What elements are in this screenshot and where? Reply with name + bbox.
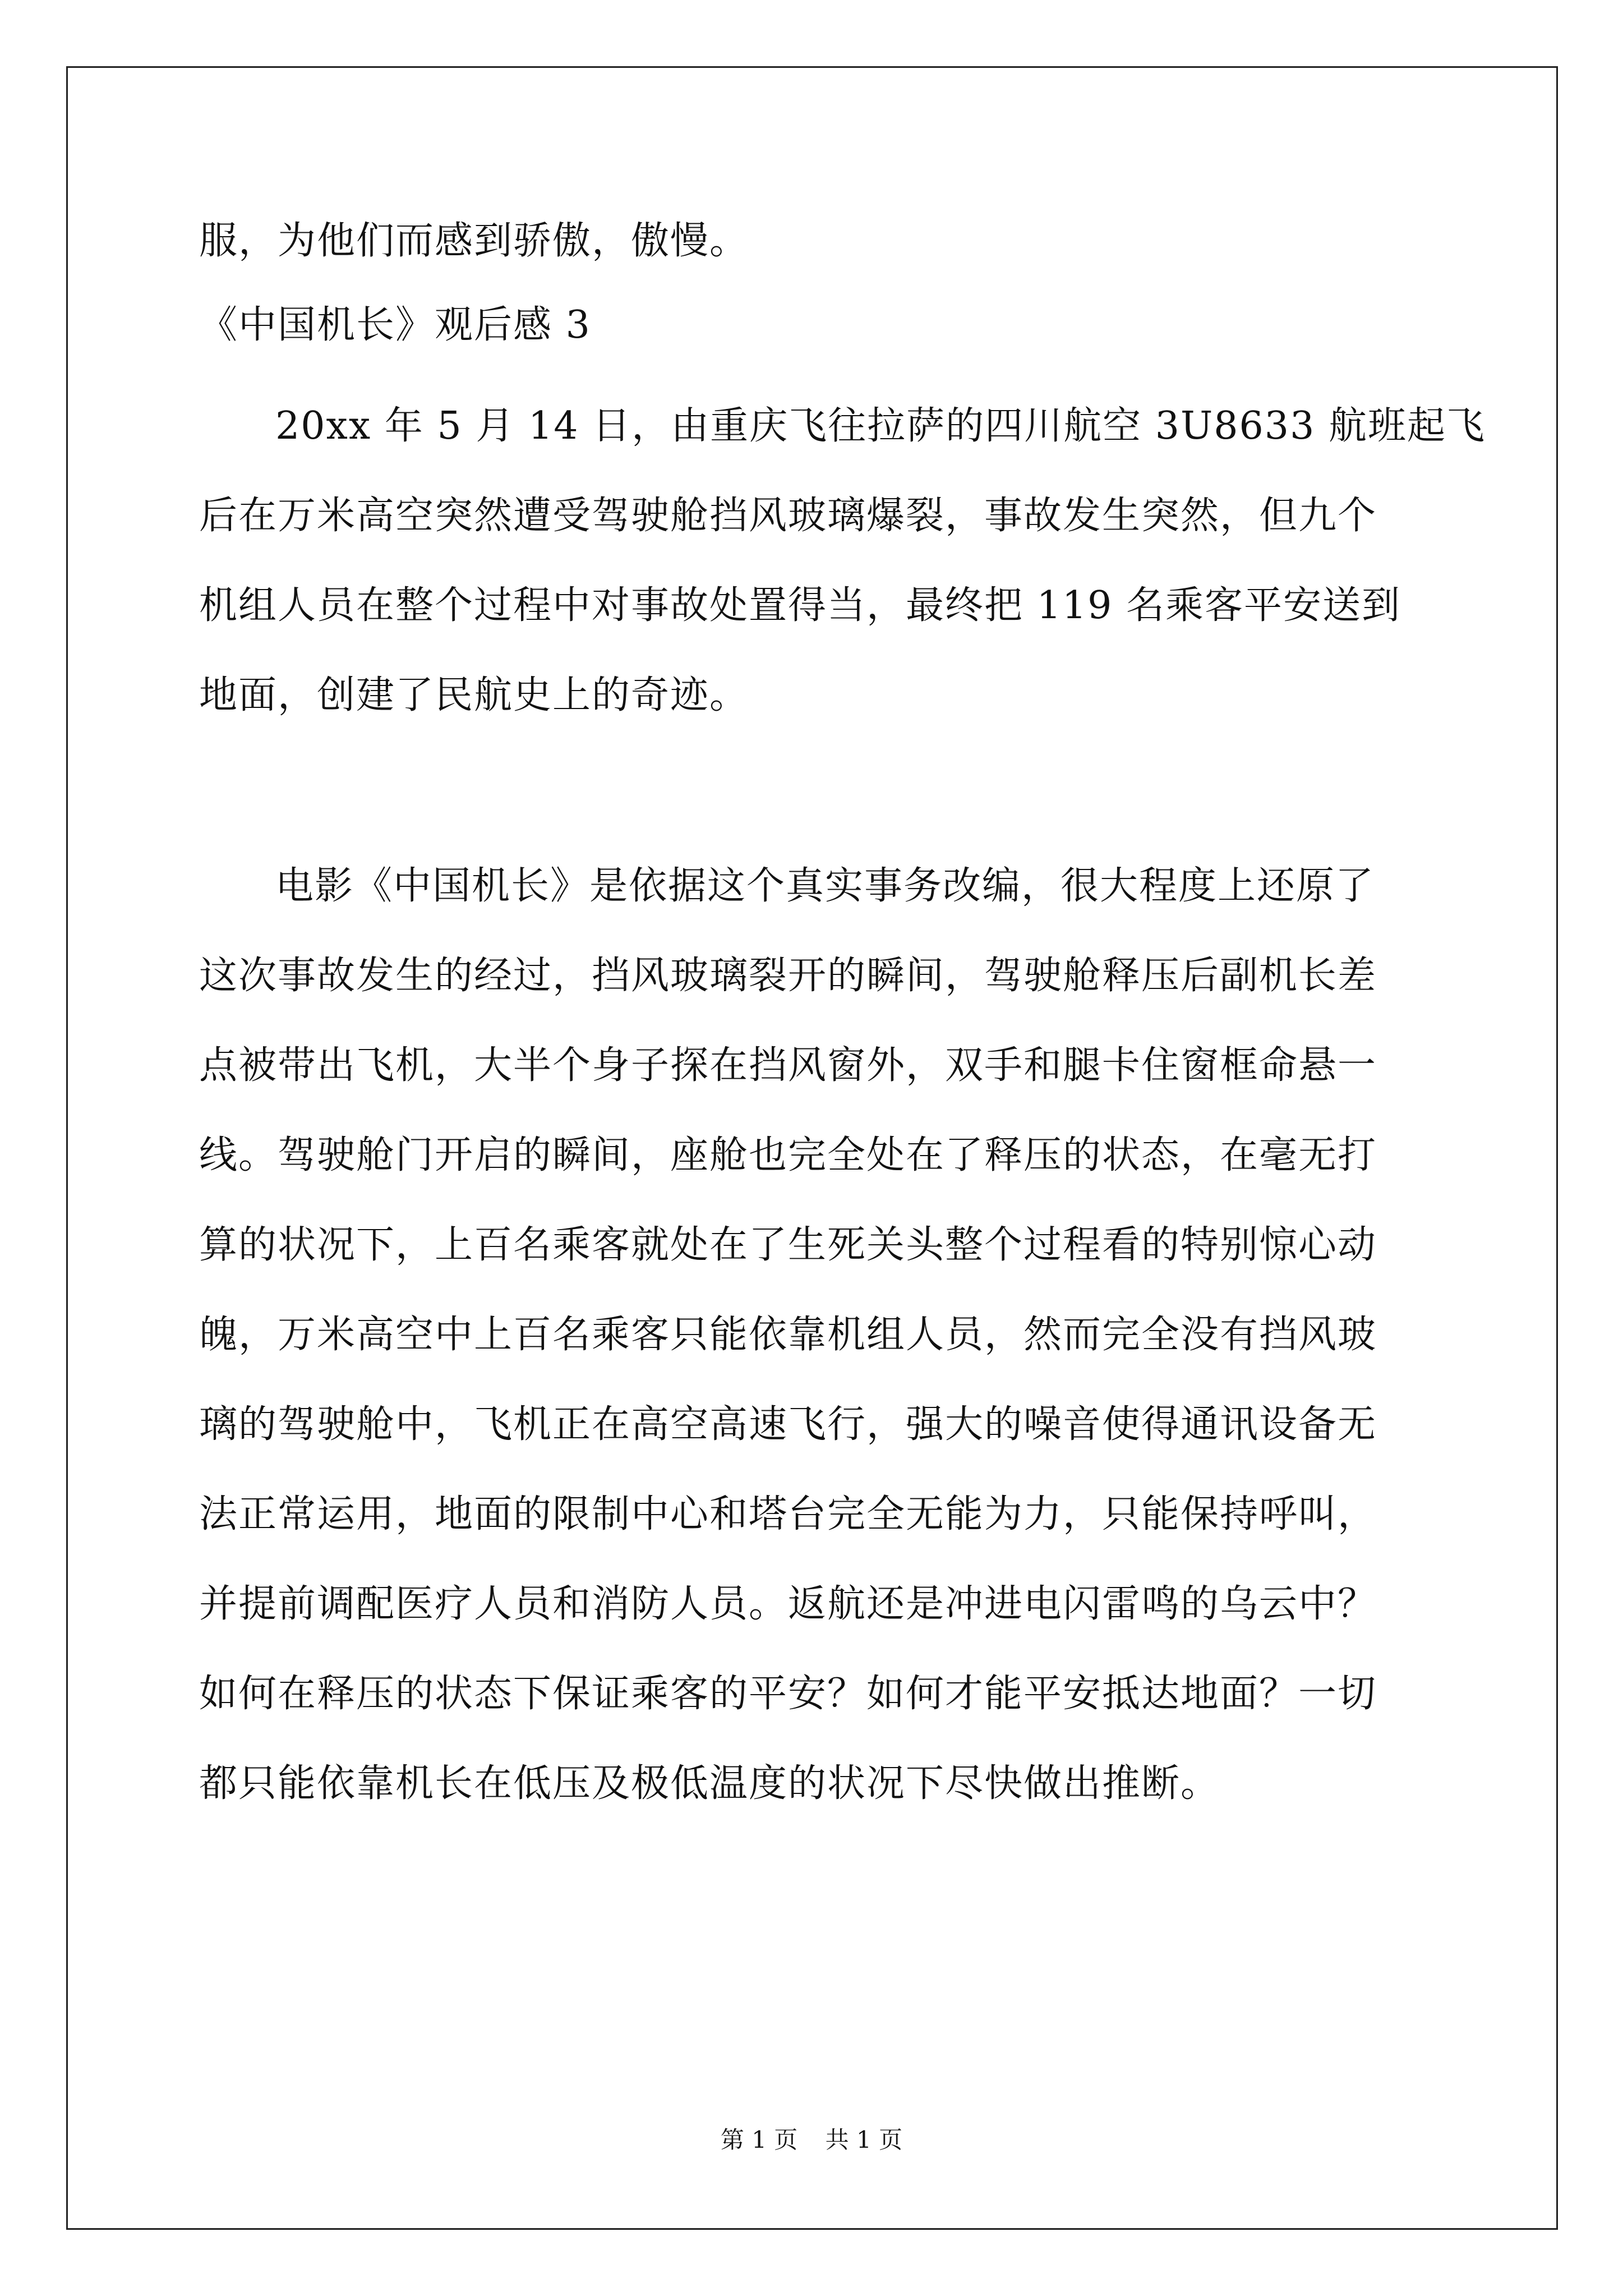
text-line: 如何在释压的状态下保证乘客的平安？如何才能平安抵达地面？一切 bbox=[199, 1672, 1377, 1716]
text-line: 机组人员在整个过程中对事故处置得当，最终把 119 名乘客平安送到 bbox=[199, 583, 1401, 628]
text-line: 算的状况下，上百名乘客就处在了生死关头整个过程看的特别惊心动 bbox=[199, 1223, 1377, 1267]
page-footer bbox=[0, 2126, 1623, 2154]
text-line: 这次事故发生的经过，挡风玻璃裂开的瞬间，驾驶舱释压后副机长差 bbox=[199, 954, 1377, 998]
text-line: 魄，万米高空中上百名乘客只能依靠机组人员，然而完全没有挡风玻 bbox=[199, 1313, 1377, 1357]
text-line: 电影《中国机长》是依据这个真实事务改编，很大程度上还原了 bbox=[275, 864, 1375, 908]
text-line: 法正常运用，地面的限制中心和塔台完全无能为力，只能保持呼叫， bbox=[199, 1492, 1377, 1536]
text-line: 20xx 年 5 月 14 日，由重庆飞往拉萨的四川航空 3U8633 航班起飞 bbox=[275, 404, 1486, 448]
text-line: 服，为他们而感到骄傲，傲慢。 bbox=[199, 219, 749, 263]
text-line: 后在万米高空突然遭受驾驶舱挡风玻璃爆裂，事故发生突然，但九个 bbox=[199, 494, 1377, 538]
text-line: 点被带出飞机，大半个身子探在挡风窗外，双手和腿卡住窗框命悬一 bbox=[199, 1043, 1377, 1088]
text-line: 线。驾驶舱门开启的瞬间，座舱也完全处在了释压的状态，在毫无打 bbox=[199, 1133, 1377, 1177]
text-line: 地面，创建了民航史上的奇迹。 bbox=[199, 673, 749, 717]
page-total: 共 1 页 bbox=[825, 2126, 903, 2154]
text-line: 璃的驾驶舱中，飞机正在高空高速飞行，强大的噪音使得通讯设备无 bbox=[199, 1402, 1377, 1447]
text-line: 并提前调配医疗人员和消防人员。返航还是冲进电闪雷鸣的乌云中？ bbox=[199, 1582, 1377, 1626]
section-heading: 《中国机长》观后感 3 bbox=[199, 303, 591, 347]
text-line: 都只能依靠机长在低压及极低温度的状况下尽快做出推断。 bbox=[199, 1761, 1220, 1806]
page-number: 第 1 页 bbox=[720, 2126, 798, 2154]
